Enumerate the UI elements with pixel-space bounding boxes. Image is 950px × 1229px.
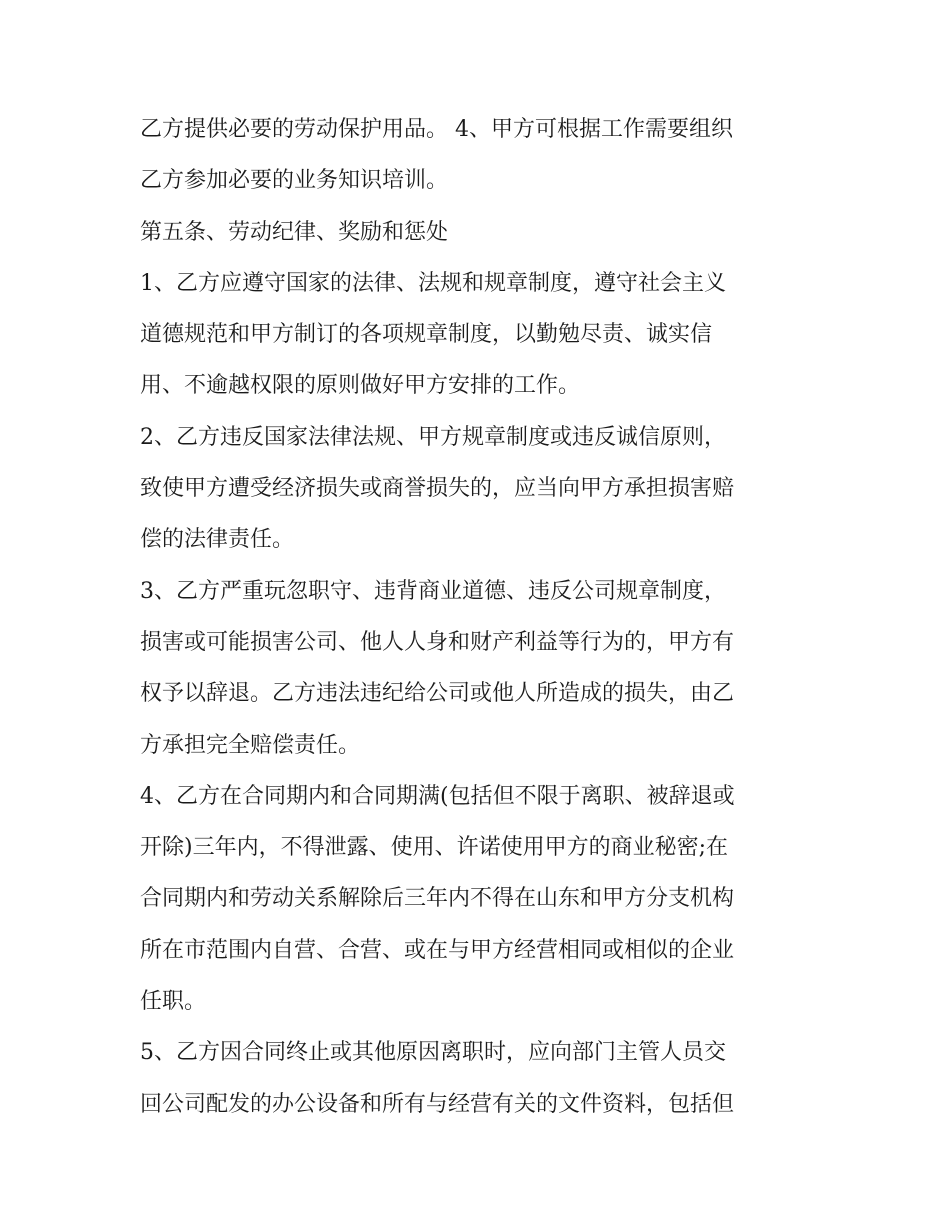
text-line: 所在市范围内自营、合营、或在与甲方经营相同或相似的企业 — [140, 937, 735, 963]
text-line: 道德规范和甲方制订的各项规章制度，以勤勉尽责、诚实信 — [140, 322, 713, 348]
text-line: 1、乙方应遵守国家的法律、法规和规章制度，遵守社会主义 — [140, 270, 726, 296]
text-line: 开除)三年内，不得泄露、使用、许诺使用甲方的商业秘密;在 — [140, 835, 728, 861]
text-line: 3、乙方严重玩忽职守、违背商业道德、违反公司规章制度， — [140, 578, 726, 604]
document-body — [140, 107, 820, 1133]
text-line: 5、乙方因合同终止或其他原因离职时，应向部门主管人员交 — [140, 1040, 726, 1066]
text-line: 任职。 — [140, 989, 207, 1015]
text-line: 乙方提供必要的劳动保护用品。 4、甲方可根据工作需要组织 — [140, 117, 733, 142]
text-line: 方承担完全赔偿责任。 — [140, 732, 361, 758]
text-line: 偿的法律责任。 — [140, 527, 295, 553]
text-line: 权予以辞退。乙方违法违纪给公司或他人所造成的损失，由乙 — [140, 681, 735, 707]
text-line: 回公司配发的办公设备和所有与经营有关的文件资料，包括但 — [140, 1091, 735, 1117]
text-line: 用、不逾越权限的原则做好甲方安排的工作。 — [140, 373, 581, 399]
text-line: 损害或可能损害公司、他人人身和财产利益等行为的，甲方有 — [140, 629, 735, 655]
text-line: 乙方参加必要的业务知识培训。 — [140, 168, 449, 194]
section-heading: 第五条、劳动纪律、奖励和惩处 — [140, 219, 449, 245]
text-line: 合同期内和劳动关系解除后三年内不得在山东和甲方分支机构 — [140, 886, 735, 912]
text-line: 2、乙方违反国家法律法规、甲方规章制度或违反诚信原则， — [140, 424, 726, 450]
text-line: 4、乙方在合同期内和合同期满(包括但不限于离职、被辞退或 — [140, 783, 735, 809]
text-line: 致使甲方遭受经济损失或商誉损失的，应当向甲方承担损害赔 — [140, 476, 735, 502]
